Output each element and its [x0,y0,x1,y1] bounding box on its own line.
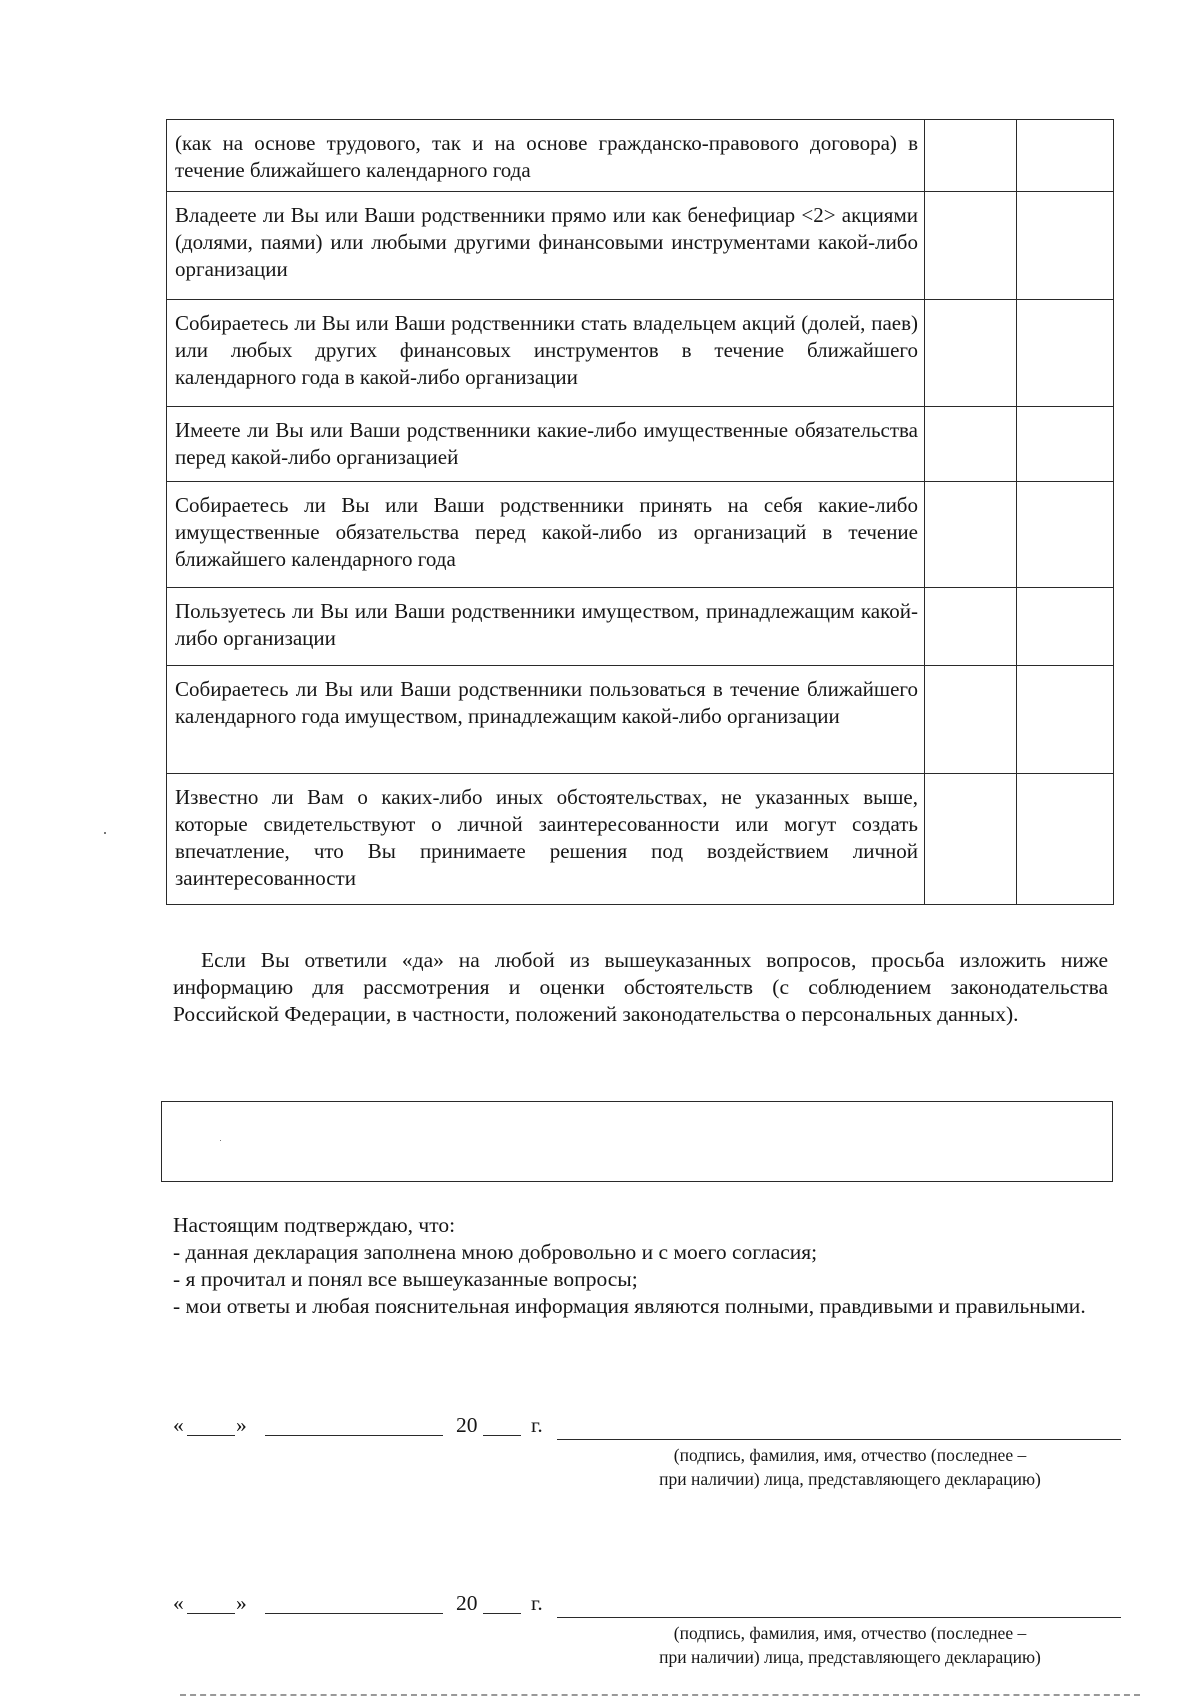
question-text: Имеете ли Вы или Ваши родственники какие-либо имущественные обязательства перед какой-либо организацией [167,407,925,482]
question-text: Пользуетесь ли Вы или Ваши родственники имуществом, принадлежащим какой-либо организации [167,588,925,666]
year-prefix: 20 [456,1591,478,1615]
answer-yes-cell[interactable] [925,407,1017,482]
table-row [167,774,1114,905]
day-field[interactable] [187,1435,235,1436]
answer-yes-cell[interactable] [925,482,1017,588]
month-field[interactable] [265,1435,443,1436]
signature-row-1 [173,1412,1133,1442]
question-text: Собираетесь ли Вы или Ваши родственники стать владельцем акций (долей, паев) или любых других финансовых инструментов в течение ближайшего календарного года в какой-либо организации [167,300,925,407]
scan-edge-marks [180,1694,1140,1698]
confirmation-block [173,1212,1108,1320]
answer-no-cell[interactable] [1017,300,1114,407]
open-quote: « [173,1413,184,1437]
year-suffix: г. [531,1591,543,1615]
confirmation-item: - я прочитал и понял все вышеуказанные вопросы; [173,1267,638,1291]
table-row [167,120,1114,192]
answer-yes-cell[interactable] [925,666,1017,774]
year-field[interactable] [483,1435,521,1436]
question-text: Известно ли Вам о каких-либо иных обстоятельствах, не указанных выше, которые свидетельствуют о личной заинтересованности или могут создать впечатление, что Вы принимаете решения под воздействием личной заинтересованности [167,774,925,905]
year-prefix: 20 [456,1413,478,1437]
question-text: Владеете ли Вы или Ваши родственники прямо или как бенефициар <2> акциями (долями, паями) или любыми другими финансовыми инструментами какой-либо организации [167,192,925,300]
answer-no-cell[interactable] [1017,192,1114,300]
answer-yes-cell[interactable] [925,192,1017,300]
signature-field[interactable] [557,1439,1121,1440]
table-row [167,666,1114,774]
signature-row-2 [173,1590,1133,1620]
confirmation-item: - данная декларация заполнена мною добровольно и с моего согласия; [173,1240,818,1264]
explanation-input-box[interactable] [161,1101,1113,1182]
question-text: (как на основе трудового, так и на основе гражданско-правового договора) в течение ближайшего календарного года [167,120,925,192]
table-row [167,588,1114,666]
confirmation-item: - мои ответы и любая пояснительная информация являются полными, правдивыми и правильными. [173,1294,1086,1318]
table-row [167,482,1114,588]
answer-no-cell[interactable] [1017,666,1114,774]
close-quote: » [236,1413,247,1437]
answer-yes-cell[interactable] [925,774,1017,905]
table-row [167,407,1114,482]
answer-yes-cell[interactable] [925,120,1017,192]
month-field[interactable] [265,1613,443,1614]
day-field[interactable] [187,1613,235,1614]
question-text: Собираетесь ли Вы или Ваши родственники пользоваться в течение ближайшего календарного года имуществом, принадлежащим какой-либо организации [167,666,925,774]
answer-yes-cell[interactable] [925,300,1017,407]
answer-yes-cell[interactable] [925,588,1017,666]
declaration-questions-table [166,119,1114,905]
answer-no-cell[interactable] [1017,588,1114,666]
year-suffix: г. [531,1413,543,1437]
close-quote: » [236,1591,247,1615]
answer-no-cell[interactable] [1017,407,1114,482]
answer-no-cell[interactable] [1017,482,1114,588]
signature-field[interactable] [557,1617,1121,1618]
scan-speck [104,832,106,834]
signature-caption-1: (подпись, фамилия, имя, отчество (последнее – при наличии) лица, представляющего декларацию) [659,1445,1041,1489]
table-row [167,300,1114,407]
confirmation-intro: Настоящим подтверждаю, что: [173,1213,456,1237]
table-row [167,192,1114,300]
instruction-paragraph: Если Вы ответили «да» на любой из вышеуказанных вопросов, просьба изложить ниже информацию для рассмотрения и оценки обстоятельств (с соблюдением законодательства Российской Федерации, в частности, положений законодательства о персональных данных). [173,948,1108,1026]
open-quote: « [173,1591,184,1615]
answer-no-cell[interactable] [1017,120,1114,192]
scan-speck [220,1140,221,1141]
answer-no-cell[interactable] [1017,774,1114,905]
question-text: Собираетесь ли Вы или Ваши родственники принять на себя какие-либо имущественные обязательства перед какой-либо из организаций в течение ближайшего календарного года [167,482,925,588]
signature-caption-2: (подпись, фамилия, имя, отчество (последнее – при наличии) лица, представляющего декларацию) [659,1623,1041,1667]
year-field[interactable] [483,1613,521,1614]
